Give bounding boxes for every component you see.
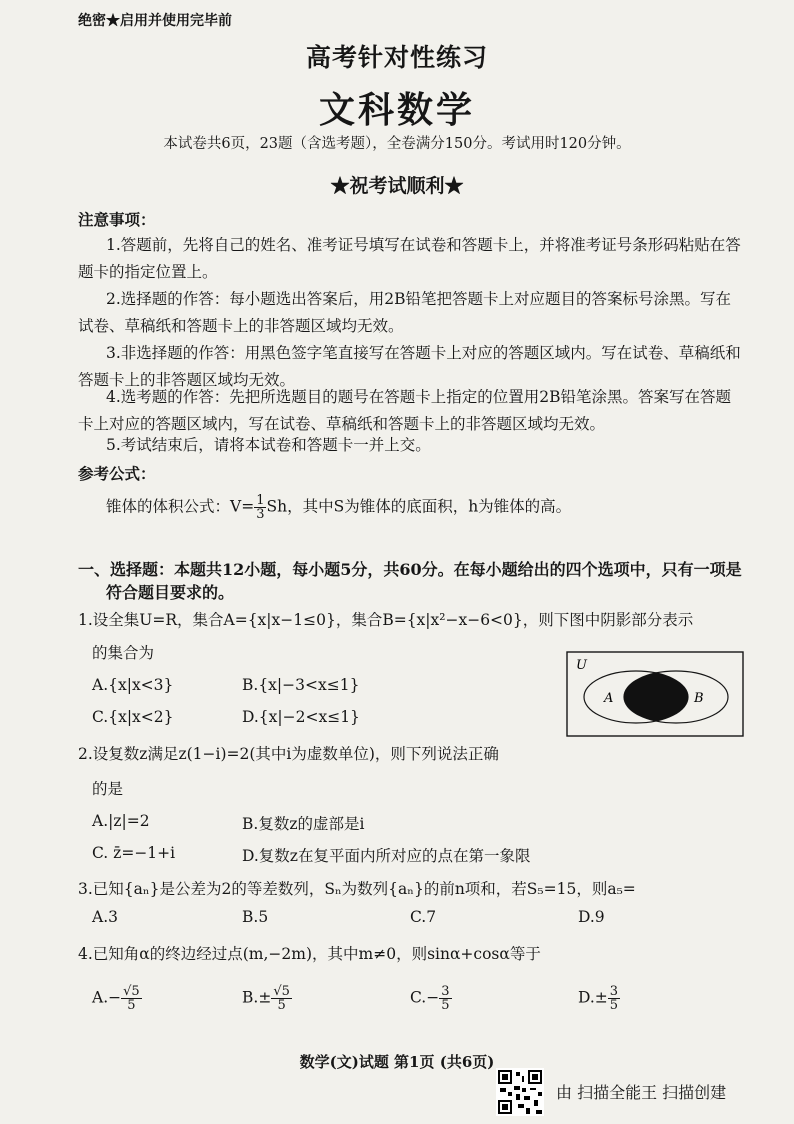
note-item-3: 3.非选择题的作答：用黑色签字笔直接写在答题卡上对应的答题区域内。写在试卷、草稿纸和答题卡上的非答题区域均无效。 — [78, 344, 741, 389]
q4-option-a: A.− $\frac{√5}{5}$ — [92, 984, 140, 1013]
venn-label-u: U — [576, 658, 587, 673]
formula-heading: 参考公式： — [78, 464, 156, 483]
q1-option-c: C.{x|x<2} — [92, 708, 174, 726]
q2-option-b: B.复数z的虚部是i — [242, 815, 365, 833]
notes-heading: 注意事项： — [78, 210, 156, 229]
q3-option-d: D.9 — [578, 908, 605, 926]
q3-stem: 3.已知{aₙ}是公差为2的等差数列，Sₙ为数列{aₙ}的前n项和，若S₅=15，则a₅= — [78, 880, 636, 898]
subject-title: 文科数学 — [318, 89, 475, 131]
q1-stem-line2: 的集合为 — [92, 644, 155, 662]
q3-option-c: C.7 — [410, 908, 437, 926]
q1-stem-line1: 1.设全集U=R，集合A={x|x−1≤0}，集合B={x|x²−x−6<0}，则下图中阴影部分表示 — [78, 611, 694, 629]
exam-info: 本试卷共6页，23题（含选考题），全卷满分150分。考试用时120分钟。 — [163, 136, 631, 152]
scanner-watermark: 由 扫描全能王 扫描创建 — [556, 1083, 727, 1102]
formula-fraction: $\frac{1}{3}$ — [256, 493, 265, 522]
note-item-5: 5.考试结束后，请将本试卷和答题卡一并上交。 — [106, 436, 431, 454]
q1-option-a: A.{x|x<3} — [92, 676, 174, 694]
qr-code-icon — [496, 1068, 544, 1116]
q2-stem-line2: 的是 — [92, 780, 124, 798]
venn-label-b: B — [694, 691, 704, 706]
note-item-2: 2.选择题的作答：每小题选出答案后，用2B铅笔把答题卡上对应题目的答案标号涂黑。写在试卷、草稿纸和答题卡上的非答题区域均无效。 — [78, 290, 732, 335]
q4-option-d: D.± $\frac{3}{5}$ — [578, 984, 619, 1013]
q4-option-c: C.− $\frac{3}{5}$ — [410, 984, 450, 1013]
q1-venn-diagram — [566, 651, 744, 737]
q2-option-c: C. z̄=−1+i — [92, 844, 176, 862]
secret-label: 绝密★启用并使用完毕前 — [78, 13, 232, 29]
formula-suffix: Sh，其中S为锥体的底面积，h为锥体的高。 — [266, 497, 572, 516]
q1-option-d: D.{x|−2<x≤1} — [242, 708, 360, 726]
q2-option-a: A.|z|=2 — [92, 812, 150, 830]
q4-stem: 4.已知角α的终边经过点(m,−2m)，其中m≠0，则sinα+cosα等于 — [78, 945, 541, 963]
exam-title: 高考针对性练习 — [305, 43, 488, 72]
q2-stem-line1: 2.设复数z满足z(1−i)=2(其中i为虚数单位)，则下列说法正确 — [78, 745, 499, 763]
q3-option-a: A.3 — [92, 908, 118, 926]
formula-prefix: 锥体的体积公式：V= — [106, 497, 255, 516]
page-footer: 数学(文)试题 第1页 (共6页) — [299, 1053, 495, 1071]
wish-banner: ★祝考试顺利★ — [330, 175, 464, 197]
q2-option-d: D.复数z在复平面内所对应的点在第一象限 — [242, 847, 531, 865]
section1-line2: 符合题目要求的。 — [106, 583, 235, 602]
section1-line1: 一、选择题：本题共12小题，每小题5分，共60分。在每小题给出的四个选项中，只有一项是 — [78, 560, 742, 579]
formula-line — [106, 494, 571, 521]
q3-option-b: B.5 — [242, 908, 269, 926]
venn-label-a: A — [604, 691, 614, 706]
note-item-1: 1.答题前，先将自己的姓名、准考证号填写在试卷和答题卡上，并将准考证号条形码粘贴在答题卡的指定位置上。 — [78, 236, 741, 281]
q1-option-b: B.{x|−3<x≤1} — [242, 676, 360, 694]
note-item-4: 4.选考题的作答：先把所选题目的题号在答题卡上指定的位置用2B铅笔涂黑。答案写在答题卡上对应的答题区域内，写在试卷、草稿纸和答题卡上的非答题区域均无效。 — [78, 388, 732, 433]
q4-option-b: B.± $\frac{√5}{5}$ — [242, 984, 290, 1013]
